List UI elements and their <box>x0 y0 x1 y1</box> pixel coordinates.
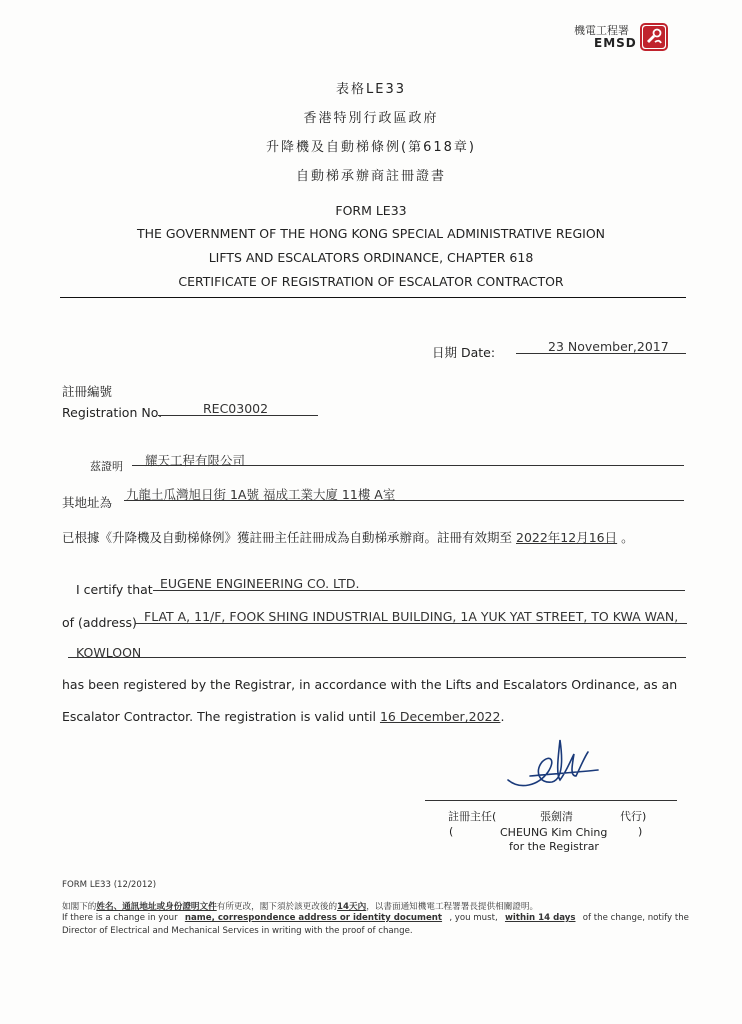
registration-value: REC03002 <box>203 401 269 416</box>
emsd-emblem-icon <box>640 23 668 51</box>
en-certify-label: I certify that <box>76 582 153 597</box>
zh-certificate-title: 自動梯承辦商註冊證書 <box>295 169 446 184</box>
header-divider <box>60 297 686 298</box>
en-address-line-1: FLAT A, 11/F, FOOK SHING INDUSTRIAL BUILDING, 1A YUK YAT STREET, TO KWA WAN, <box>144 609 679 624</box>
footer-en-part-3: of the change, notify the <box>582 913 689 923</box>
zh-statement-text: 已根據《升降機及自動梯條例》獲註冊主任註冊成為自動梯承辦商。註冊有效期至 <box>62 530 513 545</box>
en-form-title: FORM LE33 <box>335 203 407 218</box>
signature-zh-left: 註冊主任( <box>448 810 497 823</box>
en-address-underline-2 <box>68 657 686 658</box>
signature-en-name: CHEUNG Kim Ching <box>500 826 608 839</box>
emsd-logo <box>570 20 674 54</box>
zh-company-name: 耀天工程有限公司 <box>145 453 246 468</box>
zh-statement <box>62 528 634 546</box>
zh-ordinance-title: 升降機及自動梯條例(第618章) <box>266 140 476 155</box>
footer-en-bold-1: name, correspondence address or identity document <box>184 913 443 923</box>
footer-zh-part-2: 有所更改，閣下須於該更改後的 <box>216 902 338 912</box>
footer-zh-bold-1: 姓名、通訊地址或身份證明文件 <box>96 902 217 912</box>
registration-label-zh: 註冊編號 <box>62 384 113 399</box>
en-address-label: of (address) <box>62 615 137 630</box>
en-company-name: EUGENE ENGINEERING CO. LTD. <box>160 576 360 591</box>
footer-zh-notice <box>62 900 538 912</box>
footer-en-bold-2: within 14 days <box>504 913 576 923</box>
form-code: FORM LE33 (12/2012) <box>62 880 157 890</box>
date-label: 日期 Date: <box>432 345 496 360</box>
en-government-title: THE GOVERNMENT OF THE HONG KONG SPECIAL ADMINISTRATIVE REGION <box>136 226 606 241</box>
footer-en-part-1: If there is a change in your <box>62 913 178 923</box>
en-ordinance-title: LIFTS AND ESCALATORS ORDINANCE, CHAPTER 618 <box>208 250 534 265</box>
footer-en-notice <box>62 913 689 923</box>
en-address-line-2: KOWLOON <box>76 645 142 660</box>
footer-en-line-2: Director of Electrical and Mechanical Services in writing with the proof of change. <box>62 926 413 936</box>
en-expiry-date: 16 December,2022 <box>379 709 501 724</box>
signature-line <box>425 800 677 801</box>
zh-end-mark: 。 <box>621 530 634 545</box>
footer-en-part-2: , you must, <box>449 913 498 923</box>
en-statement-line-1: has been registered by the Registrar, in accordance with the Lifts and Escalators Ordinance, as an <box>62 677 678 692</box>
en-statement-text: Escalator Contractor. The registration is valid until <box>62 709 376 724</box>
zh-certify-label: 茲證明 <box>90 460 123 473</box>
en-certificate-title: CERTIFICATE OF REGISTRATION OF ESCALATOR CONTRACTOR <box>178 274 564 289</box>
zh-government-title: 香港特別行政區政府 <box>303 111 439 126</box>
zh-address-label: 其地址為 <box>62 495 113 510</box>
footer-zh-part-3: ，以書面通知機電工程署署長提供相關證明。 <box>366 902 539 912</box>
logo-english-text: EMSD <box>594 36 637 50</box>
logo-chinese-text: 機電工程署 <box>574 24 629 37</box>
zh-address-value: 九龍土瓜灣旭日街 1A號 福成工業大廈 11樓 A室 <box>126 487 396 502</box>
signature-for-registrar: for the Registrar <box>509 840 599 853</box>
en-end-mark: . <box>500 709 505 724</box>
zh-expiry-date: 2022年12月16日 <box>516 530 618 545</box>
signature-paren-open: ( <box>449 825 454 838</box>
date-value: 23 November,2017 <box>548 339 669 354</box>
registration-label-en: Registration No. <box>62 405 163 420</box>
footer-zh-part-1: 如閣下的 <box>62 902 97 912</box>
signature-zh-right: 代行) <box>620 810 647 823</box>
signature-zh-name: 張劍清 <box>540 810 573 823</box>
registrar-signature-icon <box>490 728 610 798</box>
signature-paren-close: ) <box>638 825 643 838</box>
zh-form-title: 表格LE33 <box>336 82 406 97</box>
en-statement-line-2 <box>62 709 504 724</box>
footer-zh-bold-2: 14天內 <box>337 902 367 912</box>
